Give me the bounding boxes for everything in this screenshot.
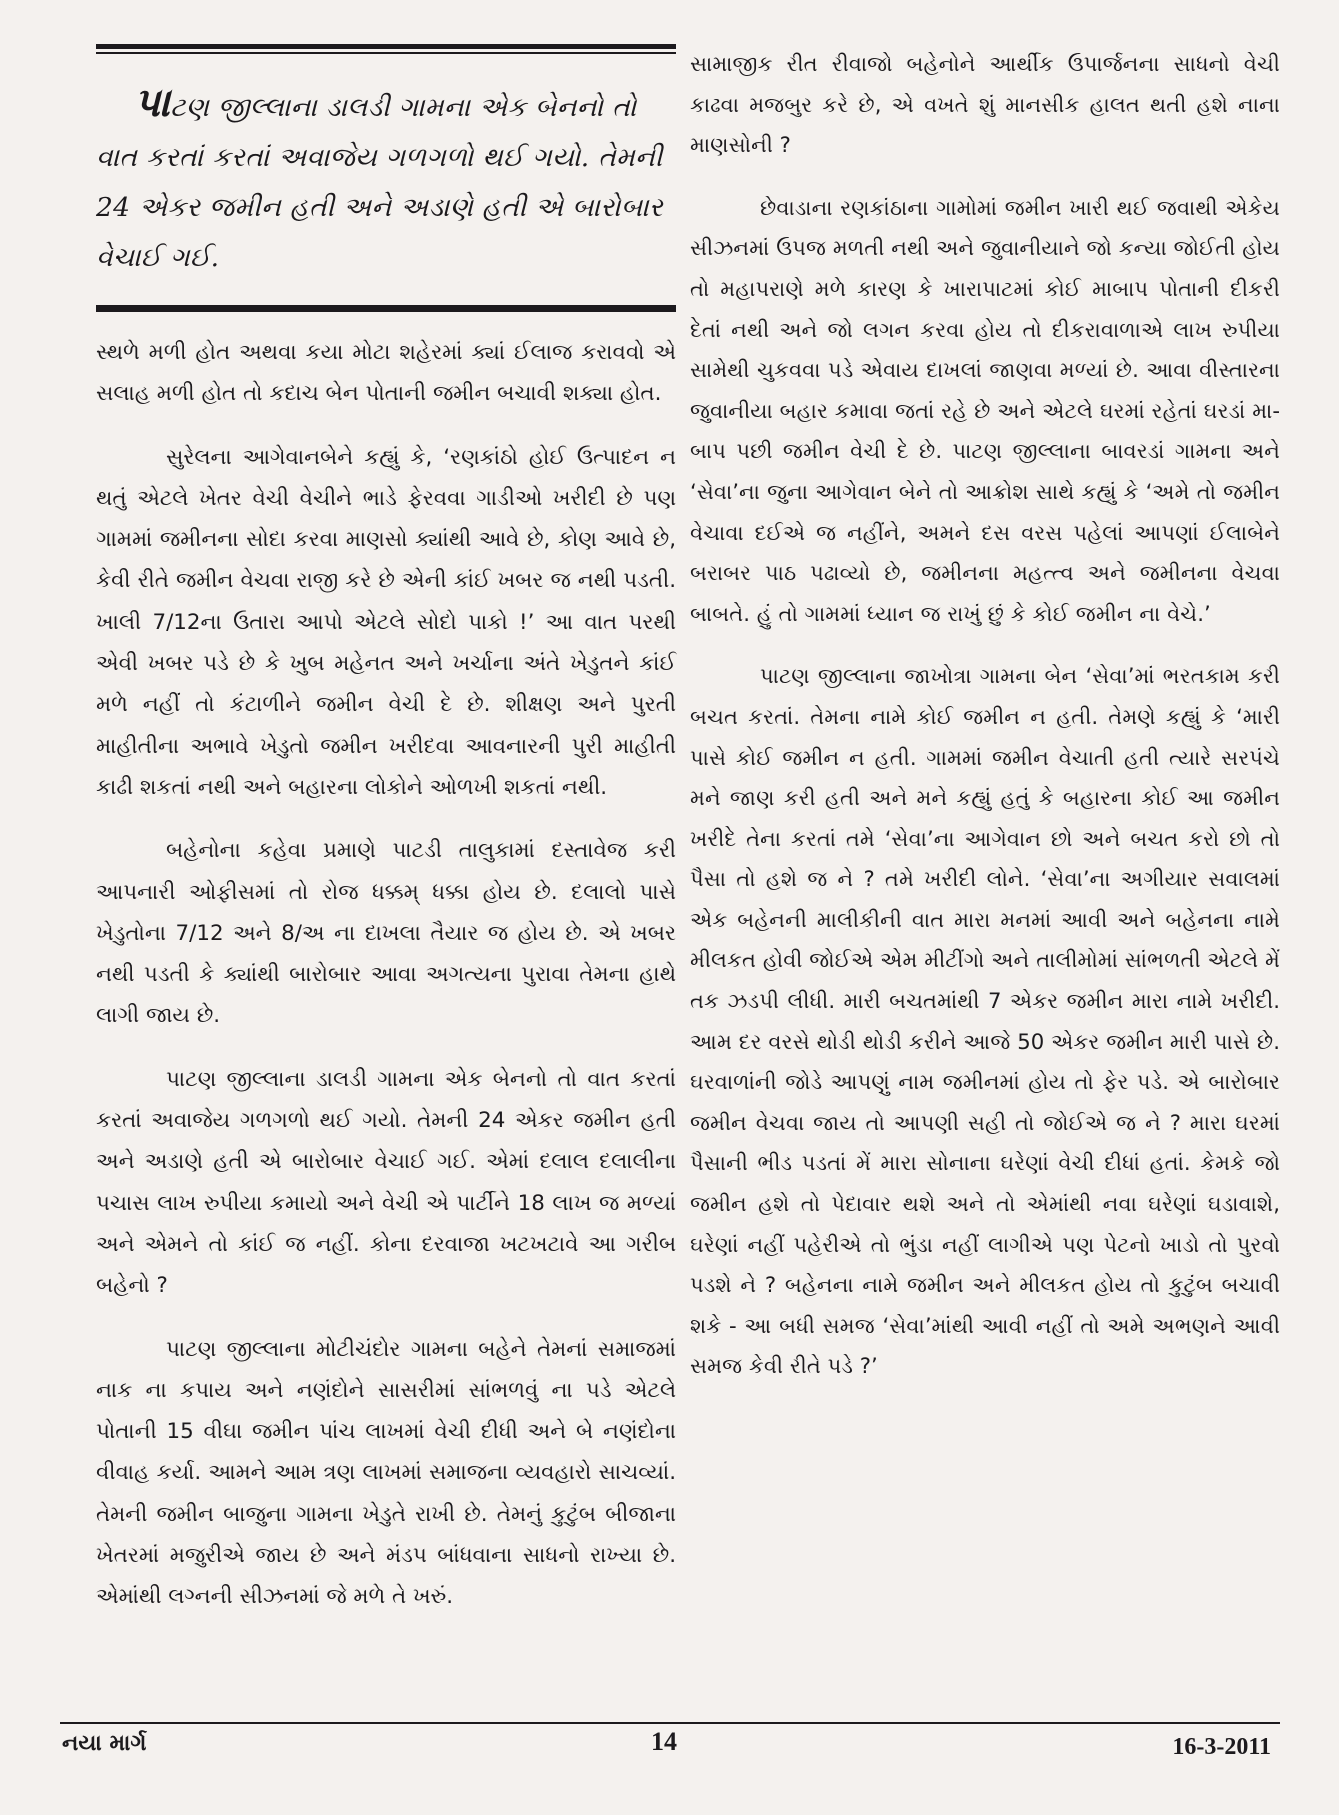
paragraph: બહેનોના કહેવા પ્રમાણે પાટડી તાલુકામાં દસ્તાવેજ કરી આપનારી ઓફીસમાં તો રોજ ધક્કમ્ ધક્કા હોય છે. દલાલો પાસે ખેડુતોના 7/12 અને 8/અ ના દાખલા તૈયાર જ હોય છે. એ ખબર નથી પડતી કે ક્યાંથી બારોબાર આવા અગત્યના પુરાવા તેમના હાથે લાગી જાય છે. (96, 838, 676, 1029)
pullquote-dropcap: પા (134, 80, 171, 126)
issue-date: 16-3-2011 (1172, 1734, 1271, 1760)
paragraph: સ્થળે મળી હોત અથવા કયા મોટા શહેરમાં ક્યાં ઈલાજ કરાવવો એ સલાહ મળી હોત તો કદાચ બેન પોતાની જમીન બચાવી શક્યા હોત. (96, 340, 676, 407)
paragraph: પાટણ જીલ્લાના મોટીચંદોર ગામના બહેને તેમનાં સમાજમાં નાક ના કપાય અને નણંદોને સાસરીમાં સાંભળવું ના પડે એટલે પોતાની 15 વીઘા જમીન પાંચ લાખમાં વેચી દીધી અને બે નણંદોના વીવાહ કર્યા. આમને આમ ત્રણ લાખમાં સમાજના વ્યવહારો સાચવ્યાં. તેમની જમીન બાજુના ગામના ખેડુતે રાખી છે. તેમનું કુટુંબ બીજાના ખેતરમાં મજુરીએ જાય છે અને મંડપ બાંધવાના સાધનો રાખ્યા છે. એમાંથી લગ્નની સીઝનમાં જે મળે તે ખરું. (96, 1336, 676, 1610)
pullquote-bottom-rules (96, 305, 676, 312)
divider (96, 307, 676, 312)
right-column (690, 44, 1280, 1409)
paragraph: પાટણ જીલ્લાના ડાલડી ગામના એક બેનનો તો વાત કરતાં કરતાં અવાજેય ગળગળો થઈ ગયો. તેમની 24 એકર જમીન હતી અને અડાણે હતી એ બારોબાર વેચાઈ ગઈ. એમાં દલાલ દલાલીના પચાસ લાખ રુપીયા કમાયો અને વેચી એ પાર્ટીને 18 લાખ જ મળ્યાં અને એમને તો કાંઈ જ નહીં. કોના દરવાજા ખટખટાવે આ ગરીબ બહેનો ? (96, 1066, 676, 1299)
pullquote-text: ટણ જીલ્લાના ડાલડી ગામના એક બેનનો તો વાત કરતાં કરતાં અવાજેય ગળગળો થઈ ગયો. તેમની 24 એકર જમીન હતી અને અડાણે હતી એ બારોબાર વેચાઈ ગઈ. (96, 92, 663, 273)
divider (96, 44, 676, 49)
left-column (96, 44, 676, 1640)
page-number: 14 (651, 1727, 677, 1756)
pullquote-top-rules (96, 44, 676, 54)
pullquote (96, 78, 676, 283)
paragraph: સુરેલના આગેવાનબેને કહ્યું કે, ‘રણકાંઠો હોઈ ઉત્પાદન ન થતું એટલે ખેતર વેચી વેચીને ભાડે ફેરવવા ગાડીઓ ખરીદી છે પણ ગામમાં જમીનના સોદા કરવા માણસો ક્યાંથી આવે છે, કોણ આવે છે, કેવી રીતે જમીન વેચવા રાજી કરે છે એની કાંઈ ખબર જ નથી પડતી. ખાલી 7/12ના ઉતારા આપો એટલે સોદો પાકો !’ આ વાત પરથી એવી ખબર પડે છે કે ખુબ મહેનત અને ખર્ચાના અંતે ખેડુતને કાંઈ મળે નહીં તો કંટાળીને જમીન વેચી દે છે. શીક્ષણ અને પુરતી માહીતીના અભાવે ખેડુતો જમીન ખરીદવા આવનારની પુરી માહીતી કાઢી શકતાં નથી અને બહારના લોકોને ઓળખી શકતાં નથી. (96, 444, 676, 800)
divider (96, 52, 676, 54)
paragraph: પાટણ જીલ્લાના જાખોત્રા ગામના બેન ‘સેવા’માં ભરતકામ કરી બચત કરતાં. તેમના નામે કોઈ જમીન ન હતી. તેમણે કહ્યું કે ‘મારી પાસે કોઈ જમીન ન હતી. ગામમાં જમીન વેચાતી હતી ત્યારે સરપંચે મને જાણ કરી હતી અને મને કહ્યું હતું કે બહારના કોઈ આ જમીન ખરીદે તેના કરતાં તમે ‘સેવા’ના આગેવાન છો અને બચત કરો છો તો પૈસા તો હશે જ ને ? તમે ખરીદી લોને. ‘સેવા’ના અગીયાર સવાલમાં એક બહેનની માલીકીની વાત મારા મનમાં આવી અને બહેનના નામે મીલકત હોવી જોઈએ એમ મીટીંગો અને તાલીમોમાં સાંભળતી એટલે મેં તક ઝડપી લીધી. મારી બચતમાંથી 7 એકર જમીન મારા નામે ખરીદી. આમ દર વરસે થોડી થોડી કરીને આજે 50 એકર જમીન મારી પાસે છે. ઘરવાળાંની જોડે આપણું નામ જમીનમાં હોય તો ફેર પડે. એ બારોબાર જમીન વેચવા જાય તો આપણી સહી તો જોઈએ જ ને ? મારા ઘરમાં પૈસાની ભીડ પડતાં મેં મારા સોનાના ઘરેણાં વેચી દીધાં હતાં. કેમકે જો જમીન હશે તો પેદાવાર થશે અને તો એમાંથી નવા ઘરેણાં ઘડાવાશે, ઘરેણાં નહીં પહેરીએ તો ભુંડા નહીં લાગીએ પણ પેટનો ખાડો તો પુરવો પડશે ને ? બહેનના નામે જમીન અને મીલકત હોય તો કુટુંબ બચાવી શકે - આ બધી સમજ ‘સેવા’માંથી આવી નહીં તો અમે અભણને આવી સમજ કેવી રીતે પડે ?’ (690, 663, 1280, 1379)
footer-divider (60, 1722, 1280, 1724)
publication-name: નયા માર્ગ (62, 1731, 147, 1756)
paragraph: છેવાડાના રણકાંઠાના ગામોમાં જમીન ખારી થઈ જવાથી એકેય સીઝનમાં ઉપજ મળતી નથી અને જુવાનીયાને જો કન્યા જોઈતી હોય તો મહાપરાણે મળે કારણ કે ખારાપાટમાં કોઈ માબાપ પોતાની દીકરી દેતાં નથી અને જો લગન કરવા હોય તો દીકરાવાળાએ લાખ રુપીયા સામેથી ચુકવવા પડે એવાય દાખલાં જાણવા મળ્યાં છે. આવા વીસ્તારના જુવાનીયા બહાર કમાવા જતાં રહે છે અને એટલે ઘરમાં રહેતાં ઘરડાં મા-બાપ પછી જમીન વેચી દે છે. પાટણ જીલ્લાના બાવરડાં ગામના અને ‘સેવા’ના જુના આગેવાન બેને તો આક્રોશ સાથે કહ્યું કે ‘અમે તો જમીન વેચાવા દઈએ જ નહીંને, અમને દસ વરસ પહેલાં આપણાં ઈલાબેને બરાબર પાઠ પઢાવ્યો છે, જમીનના મહત્ત્વ અને જમીનના વેચવા બાબતે. હું તો ગામમાં ધ્યાન જ રાખું છું કે કોઈ જમીન ના વેચે.’ (690, 194, 1280, 626)
paragraph: સામાજીક રીત રીવાજો બહેનોને આર્થીક ઉપાર્જનના સાધનો વેચી કાઢવા મજબુર કરે છે, એ વખતે શું માનસીક હાલત થતી હશે નાના માણસોની ? (690, 51, 1280, 158)
